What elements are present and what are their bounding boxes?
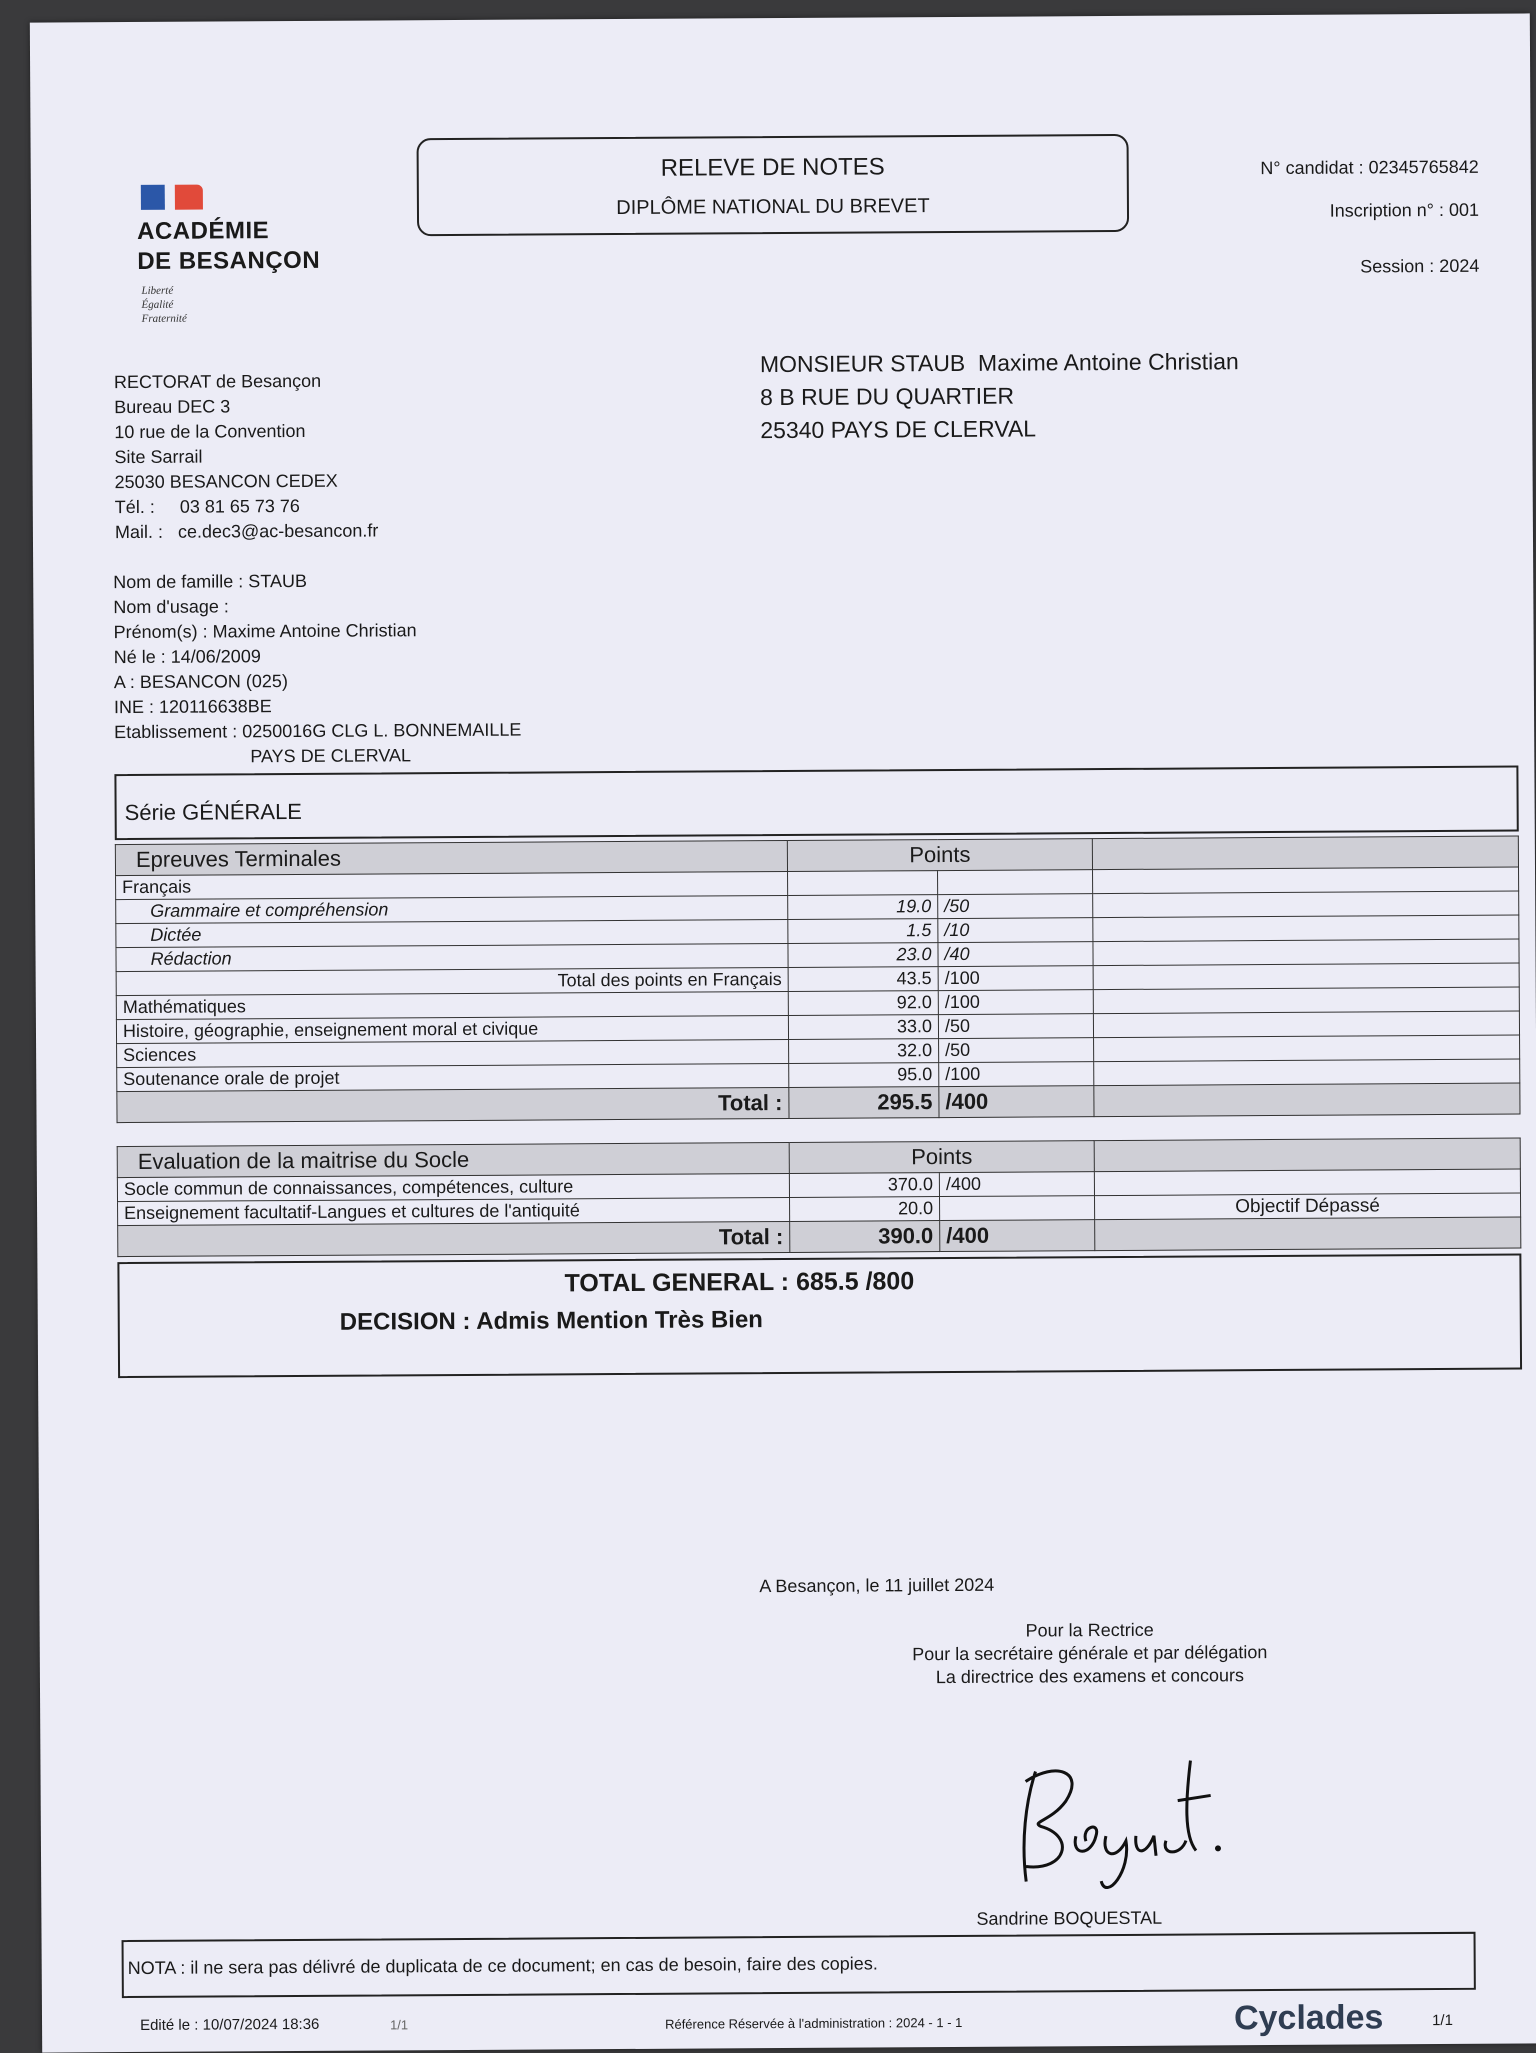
epreuve-score: 43.5 (788, 967, 938, 992)
epreuve-max (938, 870, 1093, 895)
epreuve-max: /50 (938, 1014, 1093, 1039)
inscription-number: Inscription n° : 001 (1329, 199, 1480, 221)
epreuve-max: /40 (938, 942, 1093, 967)
document-subtitle: DIPLÔME NATIONAL DU BREVET (616, 195, 930, 220)
epreuve-score: 33.0 (788, 1015, 938, 1040)
candidate-number: N° candidat : 02345765842 (1260, 156, 1479, 179)
marianne-logo-icon (141, 185, 203, 210)
serie-label: Série GÉNÉRALE (124, 798, 303, 826)
socle-table (117, 1138, 1522, 1258)
rectorat-address: RECTORAT de Besançon Bureau DEC 3 10 rue de la Convention Site Sarrail 25030 BESANCON CEDEX Tél. : 03 81 65 73 76 Mail. : ce.dec3@ac-besancon.fr (113, 370, 379, 543)
socle-header: Evaluation de la maitrise du Socle (117, 1142, 789, 1177)
socle-note: Objectif Dépassé (1094, 1193, 1520, 1220)
epreuve-note (1093, 867, 1519, 894)
socle-score: 20.0 (790, 1197, 940, 1222)
signatory-block: Pour la Rectrice Pour la secrétaire générale et par délégation La directrice des examens et concours (912, 1619, 1268, 1688)
cyclades-brand: Cyclades (1233, 1998, 1384, 2038)
socle-total-max: /400 (940, 1220, 1095, 1252)
session: Session : 2024 (1360, 255, 1480, 277)
nota-text: NOTA : il ne sera pas délivré de duplicata de ce document; en cas de besoin, faire des copies. (127, 1953, 878, 1979)
socle-label: Enseignement facultatif-Langues et cultures de l'antiquité (118, 1197, 790, 1225)
epreuve-note (1093, 963, 1519, 990)
candidate-info: Nom de famille : STAUB Nom d'usage : Prénom(s) : Maxime Antoine Christian Né le : 14/06/2009 A : BESANCON (025) INE : 120116638BE Etablissement : 0250016G CLG L. BONNEMAILLE PAYS DE CLERVAL (113, 570, 522, 767)
epreuve-score: 23.0 (788, 943, 938, 968)
epreuve-note (1093, 1011, 1519, 1038)
socle-max (940, 1196, 1095, 1221)
epreuve-total-score: 295.5 (789, 1087, 939, 1119)
epreuve-label: Dictée (116, 919, 788, 947)
recipient-address: MONSIEUR STAUB Maxime Antoine Christian 8 B RUE DU QUARTIER 25340 PAYS DE CLERVAL (759, 348, 1239, 444)
edition-date: Edité le : 10/07/2024 18:36 (139, 2015, 320, 2034)
socle-label: Socle commun de connaissances, compétences, culture (117, 1173, 789, 1201)
epreuve-note (1093, 939, 1519, 966)
epreuve-label: Soutenance orale de projet (117, 1063, 789, 1091)
epreuve-score: 32.0 (789, 1039, 939, 1064)
total-general: TOTAL GENERAL : 685.5 /800 (564, 1267, 915, 1298)
page-number-right: 1/1 (1431, 2011, 1453, 2030)
epreuve-max: /100 (938, 966, 1093, 991)
final-result-box (117, 1254, 1522, 1379)
epreuve-max: /10 (938, 918, 1093, 943)
socle-note (1094, 1169, 1520, 1196)
academie-name: ACADÉMIE DE BESANÇON (137, 217, 321, 275)
page-number-left: 1/1 (390, 2017, 409, 2033)
socle-total-label: Total : (118, 1221, 790, 1256)
epreuve-total-max: /400 (939, 1086, 1094, 1118)
epreuve-max: /50 (938, 894, 1093, 919)
document-title-box (417, 134, 1130, 236)
decision: DECISION : Admis Mention Très Bien (339, 1306, 764, 1336)
epreuve-score: 1.5 (788, 919, 938, 944)
epreuve-score: 19.0 (788, 895, 938, 920)
epreuve-note (1093, 915, 1519, 942)
place-date: A Besançon, le 11 juillet 2024 (759, 1574, 995, 1597)
points-header: Points (787, 839, 1092, 872)
epreuve-note (1093, 987, 1519, 1014)
socle-points-header: Points (789, 1141, 1094, 1174)
socle-total-score: 390.0 (790, 1221, 940, 1253)
epreuve-score (788, 871, 938, 896)
epreuve-note (1094, 1035, 1520, 1062)
document-title: RELEVE DE NOTES (660, 153, 885, 182)
epreuve-label: Grammaire et compréhension (116, 895, 788, 923)
document-page (30, 13, 1536, 2052)
epreuve-label: Histoire, géographie, enseignement moral et civique (116, 1015, 788, 1043)
epreuves-header: Epreuves Terminales (115, 840, 787, 875)
epreuve-max: /100 (939, 1062, 1094, 1087)
epreuve-note (1093, 891, 1519, 918)
epreuve-score: 95.0 (789, 1063, 939, 1088)
cyclades-logo (1234, 1998, 1384, 2038)
epreuve-score: 92.0 (788, 991, 938, 1016)
epreuves-table (115, 836, 1521, 1124)
epreuve-max: /100 (938, 990, 1093, 1015)
epreuve-label: Français (116, 871, 788, 899)
signature-icon (995, 1740, 1226, 1891)
epreuve-max: /50 (939, 1038, 1094, 1063)
republic-motto: Liberté Égalité Fraternité (141, 284, 187, 325)
reference: Référence Réservée à l'administration : 2024 - 1 - 1 (665, 2014, 963, 2032)
epreuve-total-label: Total : (117, 1087, 789, 1122)
socle-max: /400 (939, 1172, 1094, 1197)
epreuve-note (1094, 1059, 1520, 1086)
epreuve-label: Sciences (117, 1039, 789, 1067)
nota-box (122, 1932, 1476, 1998)
epreuve-label: Total des points en Français (116, 967, 788, 995)
epreuve-label: Rédaction (116, 943, 788, 971)
serie-box (114, 766, 1518, 841)
signatory-name: Sandrine BOQUESTAL (976, 1907, 1163, 1929)
epreuve-label: Mathématiques (116, 991, 788, 1019)
socle-score: 370.0 (789, 1173, 939, 1198)
